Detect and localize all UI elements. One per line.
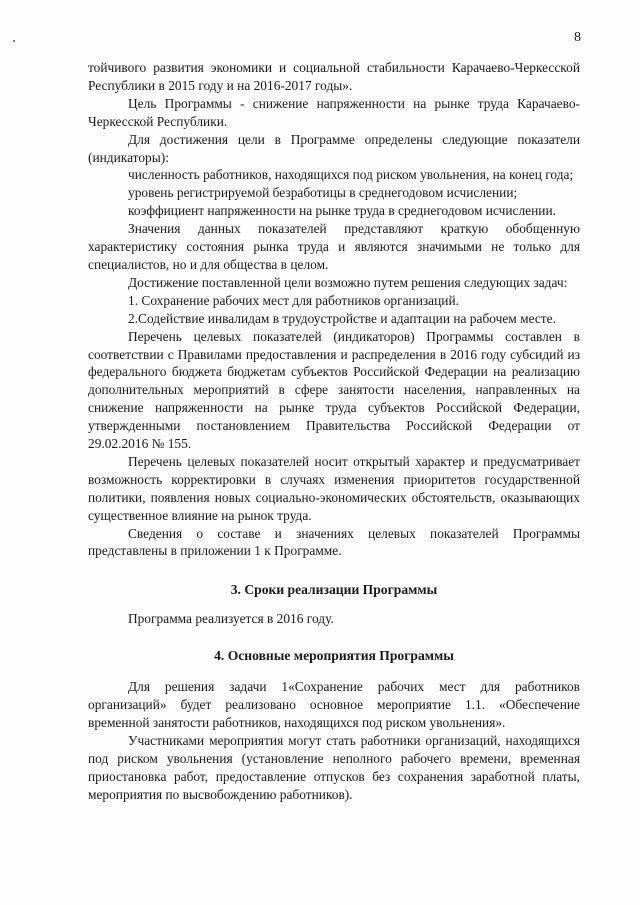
- section-heading: 3. Сроки реализации Программы: [230, 582, 438, 598]
- paragraph: Для достижения цели в Программе определены следующие показатели (индикаторы):: [88, 131, 580, 165]
- paragraph: Участниками мероприятия могут стать работники организаций, находящихся под риском увольнения (установление неполного рабочего времени, временная приостановка работ, предоставление отпусков без сохранения заработной платы, мероприятия по высвобождению работников).: [88, 732, 580, 802]
- document-body: [88, 59, 580, 803]
- paragraph: уровень регистрируемой безработицы в среднегодовом исчислении;: [128, 185, 518, 201]
- task-item: 1. Сохранение рабочих мест для работников организаций.: [128, 292, 459, 308]
- section-heading: 4. Основные мероприятия Программы: [214, 648, 454, 664]
- paragraph: Программа реализуется в 2016 году.: [128, 611, 334, 627]
- paragraph: тойчивого развития экономики и социальной стабильности Карачаево-Черкесской Республики в 2015 году и на 2016-2017 годы».: [88, 60, 580, 93]
- paragraph: Для решения задачи 1«Сохранение рабочих мест для работников организаций» будет реализовано основное мероприятие 1.1. «Обеспечение временной занятости работников, находящихся под риском увольнения».: [88, 679, 580, 730]
- paragraph: Достижение поставленной цели возможно путем решения следующих задач:: [128, 274, 568, 290]
- paragraph: Значения данных показателей представляют краткую обобщенную характеристику состояния рынка труда и являются значимыми не только для специалистов, но и для общества в целом.: [88, 221, 580, 272]
- paragraph: Сведения о составе и значениях целевых показателей Программы представлены в приложении 1 к Программе.: [88, 525, 580, 559]
- paragraph: Цель Программы - снижение напряженности на рынке труда Карачаево-Черкесской Республики.: [88, 95, 580, 129]
- page-number: 8: [574, 30, 581, 45]
- task-item: 2.Содействие инвалидам в трудоустройстве и адаптации на рабочем месте.: [128, 310, 556, 326]
- paragraph: Перечень целевых показателей (индикаторов) Программы составлен в соответствии с Правилами предоставления и распределения в 2016 году субсидий из федерального бюджета бюджетам субъектов Российской Федерации на реализацию дополнительных мероприятий в сфере занятости населения, направленных на снижение напряженности на рынке труда субъектов Российской Федерации, утвержденными постановлением Правительства Российской Федерации от 29.02.2016 № 155.: [88, 328, 580, 452]
- paragraph: численность работников, находящихся под риском увольнения, на конец года;: [128, 167, 574, 183]
- scan-artifact-dot: [13, 40, 15, 42]
- paragraph: коэффициент напряженности на рынке труда в среднегодовом исчислении.: [128, 203, 556, 219]
- paragraph: Перечень целевых показателей носит открытый характер и предусматривает возможность корректировки в случаях изменения приоритетов государственной политики, появления новых социально-экономических обстоятельств, оказывающих существенное влияние на рынок труда.: [88, 453, 580, 523]
